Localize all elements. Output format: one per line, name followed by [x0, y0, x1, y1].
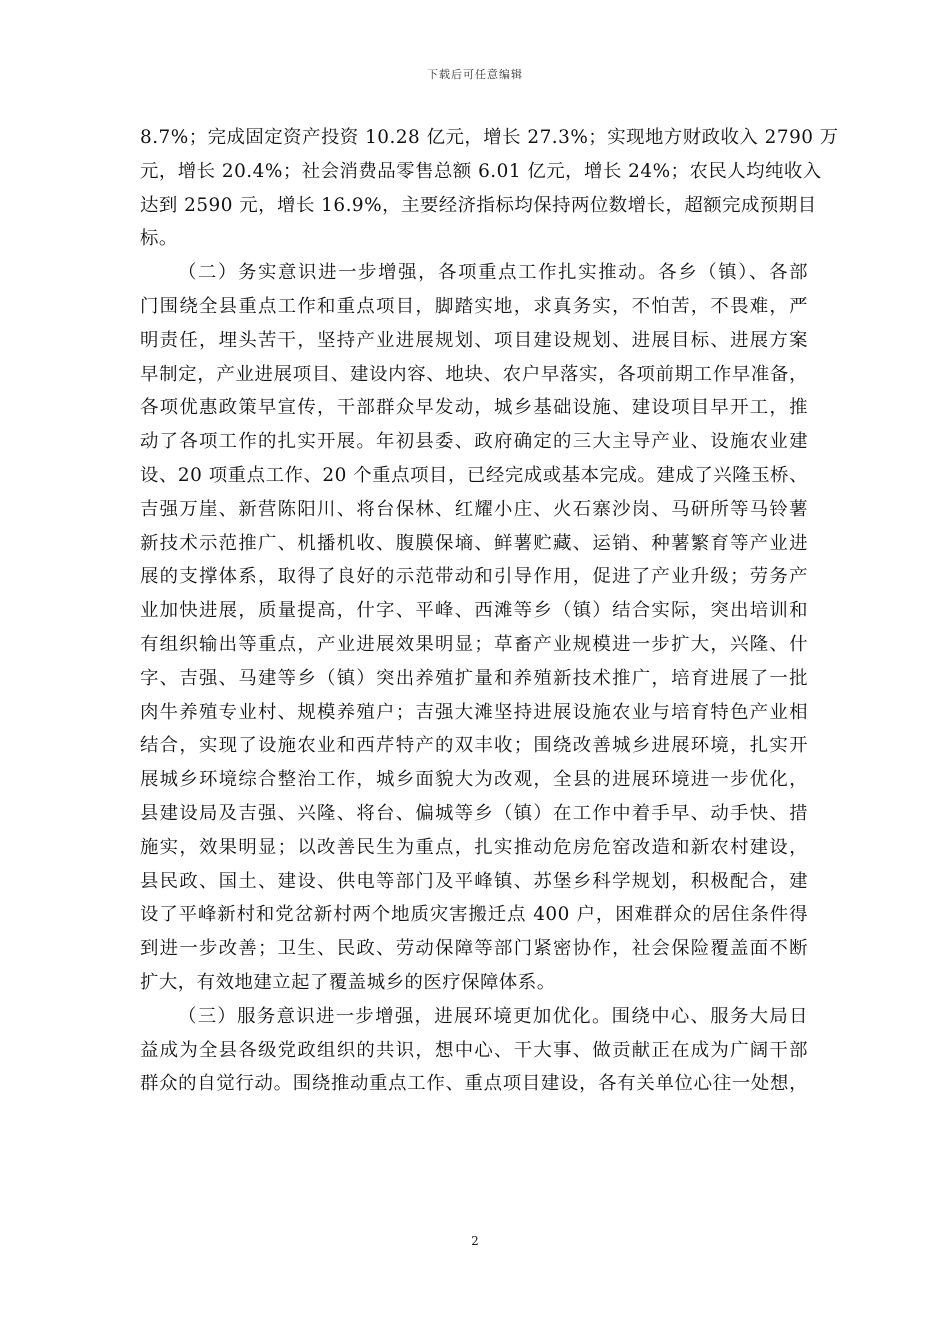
text-line: 结合，实现了设施农业和西芹特产的双丰收；围绕改善城乡进展环境，扎实开	[140, 735, 808, 757]
text-line: 有组织输出等重点，产业进展效果明显；草畜产业规模进一步扩大，兴隆、什	[140, 633, 808, 655]
text-line: 8.7%；完成固定资产投资 10.28 亿元，增长 27.3%；实现地方财政收入 2790 万	[140, 127, 839, 148]
text-line: 扩大，有效地建立起了覆盖城乡的医疗保障体系。	[140, 971, 556, 993]
text-line: 门围绕全县重点工作和重点项目，脚踏实地，求真务实，不怕苦，不畏难，严	[140, 295, 808, 317]
text-line: 设、20 项重点工作、20 个重点项目，已经完成或基本完成。建成了兴隆玉桥、	[140, 464, 808, 486]
text-line: 业加快进展，质量提高，什字、平峰、西滩等乡（镇）结合实际，突出培训和	[140, 600, 808, 622]
text-line: 标。	[140, 228, 178, 250]
text-line: 施实，效果明显；以改善民生为重点，扎实推动危房危窑改造和新农村建设，	[140, 836, 808, 858]
text-line: 早制定，产业进展项目、建设内容、地块、农户早落实，各项前期工作早准备，	[140, 363, 808, 385]
text-line: 新技术示范推广、机播机收、腹膜保墒、鲜薯贮藏、运销、种薯繁育等产业进	[140, 532, 808, 554]
text-line: 县民政、国土、建设、供电等部门及平峰镇、苏堡乡科学规划，积极配合，建	[140, 870, 808, 892]
text-line: （三）服务意识进一步增强，进展环境更加优化。围绕中心、服务大局日	[178, 1005, 808, 1027]
text-line: 设了平峰新村和党岔新村两个地质灾害搬迁点 400 户，困难群众的居住条件得	[140, 904, 808, 926]
text-line: 明责任，埋头苦干，坚持产业进展规划、项目建设规划、进展目标、进展方案	[140, 329, 808, 351]
text-line: 肉牛养殖专业村、规模养殖户；吉强大滩坚持进展设施农业与培育特色产业相	[140, 701, 808, 723]
text-line: 吉强万崖、新营陈阳川、将台保林、红耀小庄、火石寨沙岗、马研所等马铃薯	[140, 498, 808, 520]
text-line: 达到 2590 元，增长 16.9%，主要经济指标均保持两位数增长，超额完成预期目	[140, 194, 817, 216]
text-line: 动了各项工作的扎实开展。年初县委、政府确定的三大主导产业、设施农业建	[140, 431, 808, 453]
paragraph-1	[140, 121, 839, 256]
text-line: （二）务实意识进一步增强，各项重点工作扎实推动。各乡（镇）、各部	[178, 262, 808, 284]
text-line: 县建设局及吉强、兴隆、将台、偏城等乡（镇）在工作中着手早、动手快、措	[140, 802, 808, 824]
text-line: 字、吉强、马建等乡（镇）突出养殖扩量和养殖新技术推广，培育进展了一批	[140, 667, 808, 689]
text-line: 到进一步改善；卫生、民政、劳动保障等部门紧密协作，社会保险覆盖面不断	[140, 938, 808, 960]
text-line: 展城乡环境综合整治工作，城乡面貌大为改观，全县的进展环境进一步优化，	[140, 769, 808, 791]
paragraph-3	[140, 1000, 808, 1101]
page-number: 2	[471, 1234, 479, 1248]
text-line: 展的支撑体系，取得了良好的示范带动和引导作用，促进了产业升级；劳务产	[140, 566, 808, 588]
paragraph-2	[140, 256, 808, 1000]
text-line: 各项优惠政策早宣传，干部群众早发动，城乡基础设施、建设项目早开工，推	[140, 397, 808, 419]
page-header: 下载后可任意编辑	[427, 68, 523, 81]
document-body	[140, 121, 839, 1101]
text-line: 元，增长 20.4%；社会消费品零售总额 6.01 亿元，增长 24%；农民人均纯收入	[140, 160, 822, 182]
text-line: 益成为全县各级党政组织的共识，想中心、干大事、做贡献正在成为广阔干部	[140, 1039, 808, 1061]
text-line: 群众的自觉行动。围绕推动重点工作、重点项目建设，各有关单位心往一处想，	[140, 1073, 808, 1095]
